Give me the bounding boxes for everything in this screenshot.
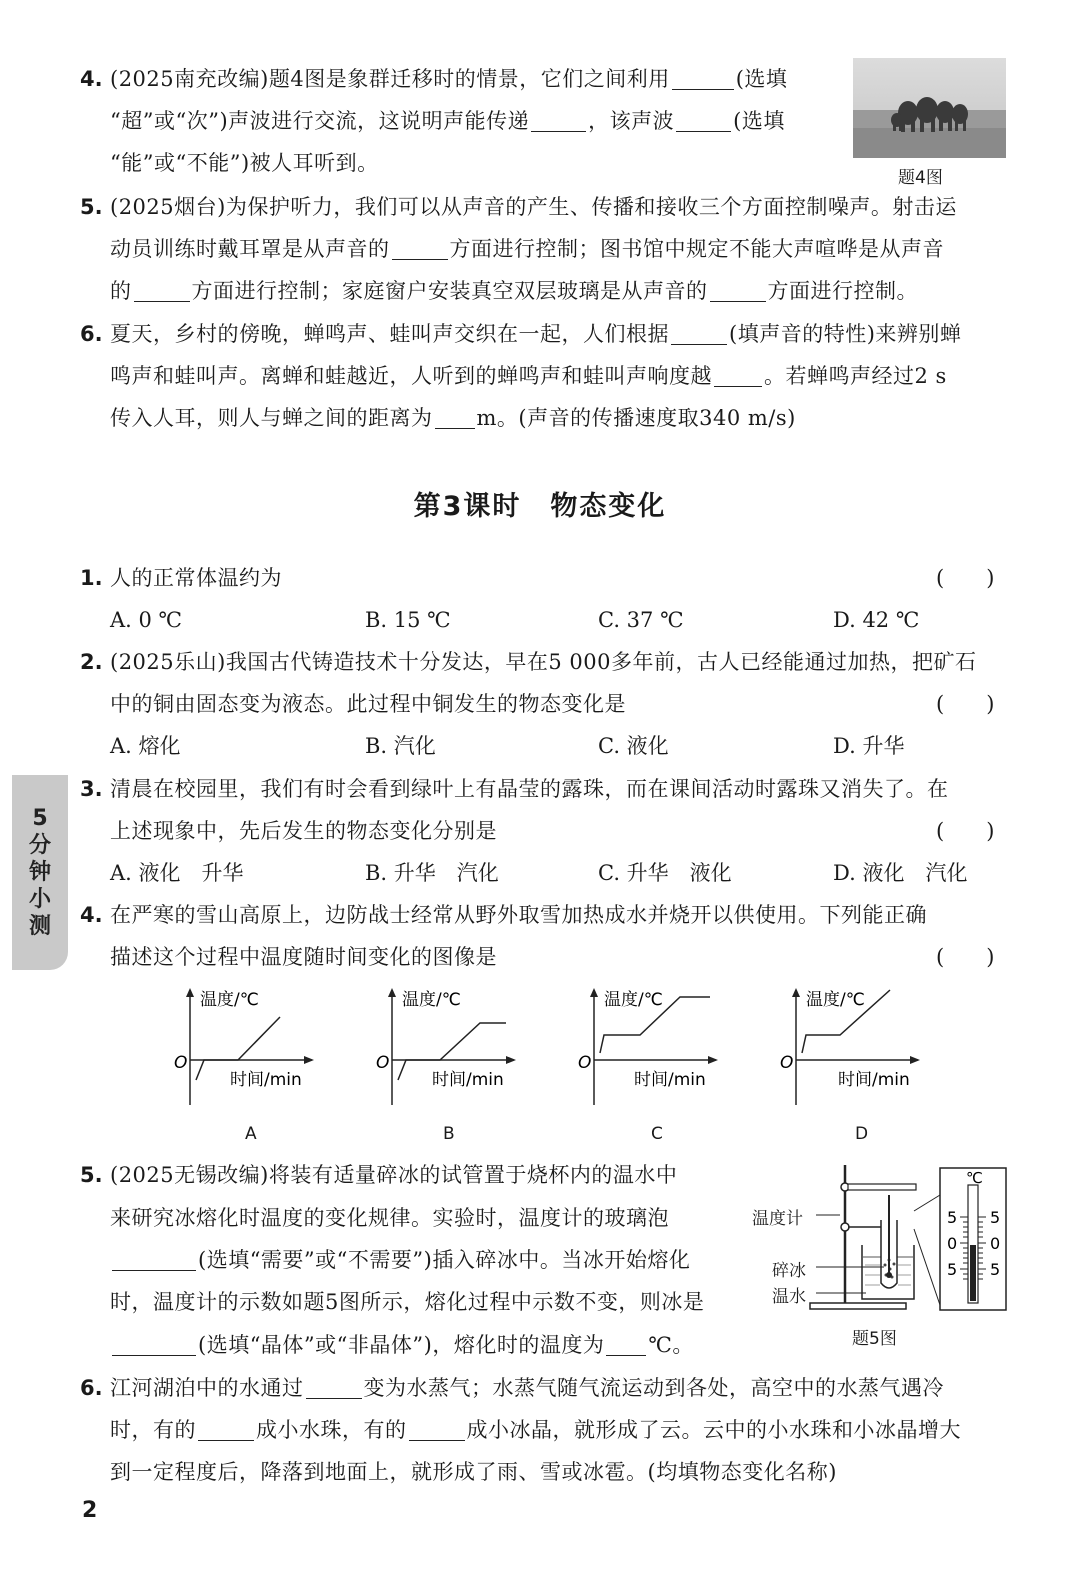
graph-c-label: C	[651, 1124, 663, 1144]
x-axis-label: 时间/min	[230, 1070, 302, 1090]
q6-number: 6.	[80, 1376, 103, 1400]
q2-option-c: C. 液化	[598, 734, 669, 758]
tick-left-top: 5	[947, 1208, 958, 1227]
origin-label: O	[376, 1053, 390, 1073]
q4-number: 4.	[80, 903, 103, 927]
answer-blank[interactable]	[409, 1418, 465, 1441]
origin-label: O	[780, 1053, 794, 1073]
answer-paren[interactable]: ( )	[936, 692, 995, 716]
q5-number: 5.	[80, 1163, 103, 1187]
q4a-number: 4.	[80, 67, 103, 91]
fig4-caption: 题4图	[898, 168, 943, 188]
tick-left-bot: 5	[947, 1260, 958, 1279]
q5-line4: 时，温度计的示数如题5图所示，熔化过程中示数不变，则冰是	[110, 1290, 705, 1314]
q1-option-a: A. 0 ℃	[110, 608, 183, 632]
fig5-apparatus	[770, 1165, 1010, 1315]
q5-line5: (选填“晶体”或“非晶体”)，熔化时的温度为 ℃。	[110, 1330, 694, 1360]
answer-blank[interactable]	[392, 237, 448, 260]
q4a-line2: “超”或“次”)声波进行交流，这说明声能传递 ，该声波 (选填	[110, 109, 785, 133]
q6a-line2: 鸣声和蛙叫声。离蝉和蛙越近，人听到的蝉鸣声和蛙叫声响度越 。若蝉鸣声经过2 s	[110, 364, 947, 388]
q5-line2: 来研究冰熔化时温度的变化规律。实验时，温度计的玻璃泡	[110, 1206, 669, 1230]
page-number: 2	[82, 1498, 98, 1523]
y-axis-label: 温度/℃	[604, 990, 663, 1010]
x-axis-label: 时间/min	[634, 1070, 706, 1090]
q6-line3: 到一定程度后，降落到地面上，就形成了雨、雪或冰雹。(均填物态变化名称)	[110, 1460, 837, 1484]
q5a-line2: 动员训练时戴耳罩是从声音的 方面进行控制；图书馆中规定不能大声喧哗是从声音	[110, 237, 944, 261]
answer-blank[interactable]	[134, 279, 190, 302]
graph-b-label: B	[443, 1124, 455, 1144]
q5-line1: (2025无锡改编)将装有适量碎冰的试管置于烧杯内的温水中	[110, 1163, 678, 1187]
graph-a-label: A	[245, 1124, 257, 1144]
q3-option-b: B. 升华 汽化	[365, 861, 499, 885]
q3-option-d: D. 液化 汽化	[833, 861, 968, 885]
q6a-number: 6.	[80, 322, 103, 346]
q3-line1: 清晨在校园里，我们有时会看到绿叶上有晶莹的露珠，而在课间活动时露珠又消失了。在	[110, 777, 949, 801]
q4-line2: 描述这个过程中温度随时间变化的图像是	[110, 945, 497, 969]
q3-number: 3.	[80, 777, 103, 801]
fig5-thermometer-label: 温度计	[752, 1209, 803, 1229]
elephant-photo	[853, 58, 1006, 158]
q2-option-a: A. 熔化	[110, 734, 181, 758]
q5-line3: (选填“需要”或“不需要”)插入碎冰中。当冰开始熔化	[110, 1245, 690, 1275]
answer-blank[interactable]	[112, 1248, 196, 1271]
q1-option-b: B. 15 ℃	[365, 608, 451, 632]
graph-b	[374, 985, 524, 1110]
y-axis-label: 温度/℃	[200, 990, 259, 1010]
answer-paren[interactable]: ( )	[936, 945, 995, 969]
fig5-water-label: 温水	[772, 1287, 806, 1307]
y-axis-label: 温度/℃	[402, 990, 461, 1010]
answer-blank[interactable]	[671, 322, 727, 345]
graph-c	[576, 985, 726, 1110]
x-axis-label: 时间/min	[838, 1070, 910, 1090]
q2-number: 2.	[80, 650, 103, 674]
q3-option-c: C. 升华 液化	[598, 861, 732, 885]
q1-number: 1.	[80, 566, 103, 590]
q1-option-d: D. 42 ℃	[833, 608, 920, 632]
graph-d-label: D	[855, 1124, 869, 1144]
x-axis-label: 时间/min	[432, 1070, 504, 1090]
origin-label: O	[174, 1053, 188, 1073]
answer-blank[interactable]	[714, 364, 762, 387]
q3-option-a: A. 液化 升华	[110, 861, 244, 885]
q4a-line3: “能”或“不能”)被人耳听到。	[110, 151, 379, 175]
answer-blank[interactable]	[198, 1418, 254, 1441]
q2-line1: (2025乐山)我国古代铸造技术十分发达，早在5 000多年前，古人已经能通过加热，把矿石	[110, 650, 977, 674]
answer-blank[interactable]	[531, 109, 586, 132]
q4-line1: 在严寒的雪山高原上，边防战士经常从野外取雪加热成水并烧开以供使用。下列能正确	[110, 903, 927, 927]
q6a-line3: 传入人耳，则人与蝉之间的距离为 m。(声音的传播速度取340 m/s)	[110, 406, 796, 430]
q3-line2: 上述现象中，先后发生的物态变化分别是	[110, 819, 497, 843]
answer-blank[interactable]	[435, 406, 475, 429]
q6-line2: 时，有的 成小水珠，有的 成小冰晶，就形成了云。云中的小水珠和小冰晶增大	[110, 1418, 961, 1442]
section-title: 第3课时 物态变化	[413, 491, 667, 522]
y-axis-label: 温度/℃	[806, 990, 865, 1010]
tick-right-bot: 5	[990, 1260, 1001, 1279]
q2-option-d: D. 升华	[833, 734, 905, 758]
graph-d	[778, 985, 928, 1110]
q6a-line1: 夏天，乡村的傍晚，蝉鸣声、蛙叫声交织在一起，人们根据 (填声音的特性)来辨别蝉	[110, 322, 962, 346]
answer-blank[interactable]	[710, 279, 766, 302]
answer-blank[interactable]	[676, 109, 731, 132]
fig5-ice-label: 碎冰	[772, 1261, 806, 1281]
tick-right-mid: 0	[990, 1234, 1001, 1253]
origin-label: O	[578, 1053, 592, 1073]
answer-blank[interactable]	[606, 1333, 646, 1356]
side-tab: 5 分 钟 小 测	[12, 775, 68, 970]
q4a-line1: (2025南充改编)题4图是象群迁移时的情景，它们之间利用 (选填	[110, 67, 788, 91]
answer-blank[interactable]	[306, 1376, 362, 1399]
q2-line2: 中的铜由固态变为液态。此过程中铜发生的物态变化是	[110, 692, 626, 716]
answer-blank[interactable]	[672, 67, 734, 90]
q5a-number: 5.	[80, 195, 103, 219]
graph-a	[172, 985, 322, 1110]
tick-right-top: 5	[990, 1208, 1001, 1227]
q2-option-b: B. 汽化	[365, 734, 436, 758]
answer-paren[interactable]: ( )	[936, 819, 995, 843]
answer-paren[interactable]: ( )	[936, 566, 995, 590]
tick-left-mid: 0	[947, 1234, 958, 1253]
q5a-line1: (2025烟台)为保护听力，我们可以从声音的产生、传播和接收三个方面控制噪声。射击运	[110, 195, 957, 219]
q5a-line3: 的 方面进行控制；家庭窗户安装真空双层玻璃是从声音的 方面进行控制。	[110, 279, 918, 303]
q6-line1: 江河湖泊中的水通过 变为水蒸气；水蒸气随气流运动到各处，高空中的水蒸气遇冷	[110, 1376, 944, 1400]
q1-stem: 人的正常体温约为	[110, 566, 282, 590]
scale-unit: ℃	[966, 1169, 983, 1187]
q1-option-c: C. 37 ℃	[598, 608, 684, 632]
fig5-caption: 题5图	[852, 1329, 897, 1349]
answer-blank[interactable]	[112, 1333, 196, 1356]
